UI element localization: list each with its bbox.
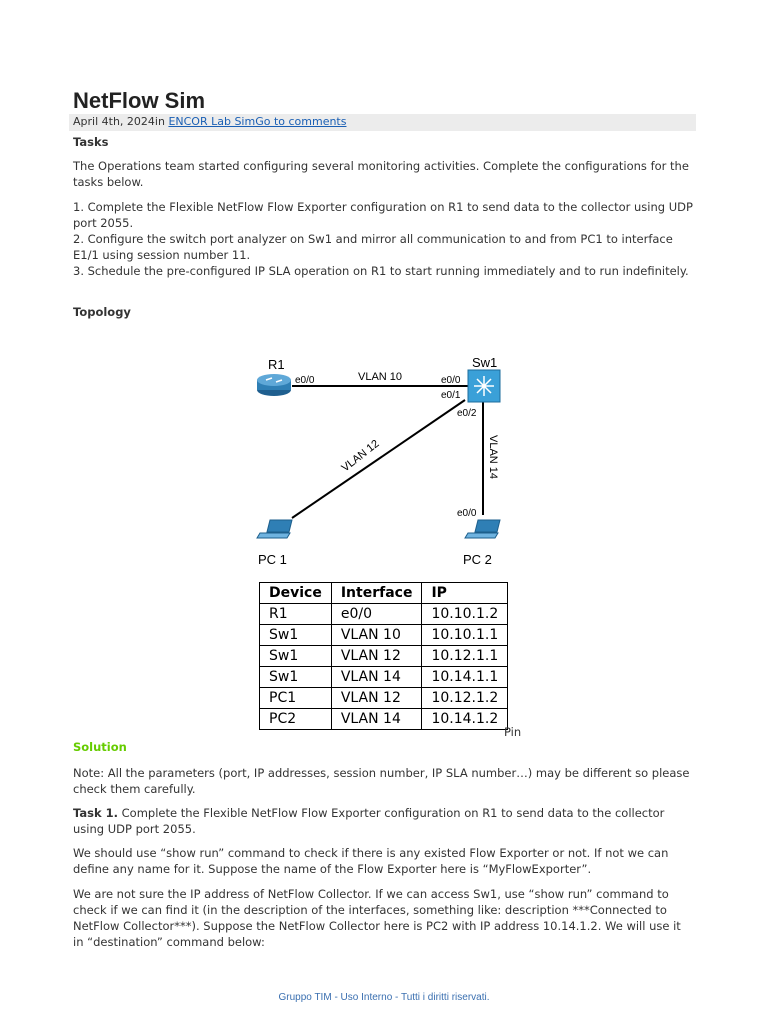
r1-label: R1 xyxy=(268,357,285,372)
laptop-pc1-icon xyxy=(257,520,292,538)
sw1-label: Sw1 xyxy=(472,355,498,370)
table-cell: Sw1 xyxy=(260,625,332,646)
table-cell: 10.10.1.1 xyxy=(422,625,508,646)
router-icon xyxy=(257,374,291,396)
post-date: April 4th, 2024in xyxy=(73,115,169,128)
table-cell: 10.10.1.2 xyxy=(422,604,508,625)
show-run-paragraph: We should use “show run” command to check if there is any existed Flow Exporter or not. If not we can define any name for it. Suppose the name of the Flow Exporter here is “MyFlowExporter”. xyxy=(73,846,669,876)
link-sw1-pc1 xyxy=(292,400,465,518)
collector-paragraph: We are not sure the IP address of NetFlow Collector. If we can access Sw1, use “show run” command to check if we can find it (in the description of the interfaces, something like: description ***Connected to NetFlow Collector***). Suppose the NetFlow Collector here is PC2 with IP address 10.14.1.2. We will use it in “destination” command below: xyxy=(73,887,681,949)
task-3-text: 3. Schedule the pre-configured IP SLA operation on R1 to start running immediately and to run indefinitely. xyxy=(73,264,689,278)
table-cell: 10.12.1.2 xyxy=(422,688,508,709)
pin-link[interactable]: Pin xyxy=(504,725,522,739)
table-cell: Sw1 xyxy=(260,667,332,688)
table-row xyxy=(260,625,508,646)
vlan14-label: VLAN 14 xyxy=(487,435,499,480)
table-header: Device xyxy=(260,583,332,604)
topology-heading: Topology xyxy=(73,305,131,319)
table-cell: R1 xyxy=(260,604,332,625)
table-row xyxy=(260,667,508,688)
switch-icon xyxy=(468,370,500,402)
task-1-text: 1. Complete the Flexible NetFlow Flow Exporter configuration on R1 to send data to the collector using UDP port 2055. xyxy=(73,200,693,230)
table-header: Interface xyxy=(331,583,422,604)
vlan10-label: VLAN 10 xyxy=(358,371,403,383)
pc2-port-label: e0/0 xyxy=(457,508,477,519)
post-meta xyxy=(73,115,346,128)
table-row xyxy=(260,646,508,667)
table-cell: 10.14.1.1 xyxy=(422,667,508,688)
table-row xyxy=(260,688,508,709)
task-1-solution-paragraph xyxy=(73,805,693,837)
sw1-e01-label: e0/1 xyxy=(441,390,461,401)
table-cell: VLAN 14 xyxy=(331,709,422,730)
table-cell: VLAN 10 xyxy=(331,625,422,646)
category-link[interactable]: ENCOR Lab SimGo to comments xyxy=(168,115,347,128)
solution-heading: Solution xyxy=(73,740,127,754)
table-cell: Sw1 xyxy=(260,646,332,667)
table-cell: PC2 xyxy=(260,709,332,730)
table-row xyxy=(260,709,508,730)
device-table xyxy=(259,582,508,730)
laptop-pc2-icon xyxy=(465,520,500,538)
task-1-solution-text: Complete the Flexible NetFlow Flow Exporter configuration on R1 to send data to the collector using UDP port 2055. xyxy=(73,806,665,836)
footer-classification: Gruppo TIM - Uso Interno - Tutti i diritti riservati. xyxy=(278,992,490,1003)
pc2-label: PC 2 xyxy=(463,552,492,567)
table-cell: 10.14.1.2 xyxy=(422,709,508,730)
pc1-label: PC 1 xyxy=(258,552,287,567)
page-title: NetFlow Sim xyxy=(73,88,206,113)
table-cell: PC1 xyxy=(260,688,332,709)
sw1-e02-label: e0/2 xyxy=(457,408,477,419)
topology-diagram xyxy=(250,350,520,570)
table-cell: e0/0 xyxy=(331,604,422,625)
task-2-text: 2. Configure the switch port analyzer on Sw1 and mirror all communication to and from PC1 to interface E1/1 using session number 11. xyxy=(73,232,673,262)
r1-port-label: e0/0 xyxy=(295,375,315,386)
task-1-label: Task 1. xyxy=(73,806,118,820)
note-paragraph: Note: All the parameters (port, IP addresses, session number, IP SLA number…) may be different so please check them carefully. xyxy=(73,766,690,796)
vlan12-label: VLAN 12 xyxy=(339,437,382,475)
table-row xyxy=(260,604,508,625)
table-header: IP xyxy=(422,583,508,604)
intro-paragraph: The Operations team started configuring several monitoring activities. Complete the configurations for the tasks below. xyxy=(73,159,689,189)
table-cell: VLAN 12 xyxy=(331,688,422,709)
tasks-heading: Tasks xyxy=(73,135,109,149)
table-cell: VLAN 12 xyxy=(331,646,422,667)
table-cell: 10.12.1.1 xyxy=(422,646,508,667)
table-header-row xyxy=(260,583,508,604)
sw1-e00-label: e0/0 xyxy=(441,375,461,386)
table-cell: VLAN 14 xyxy=(331,667,422,688)
